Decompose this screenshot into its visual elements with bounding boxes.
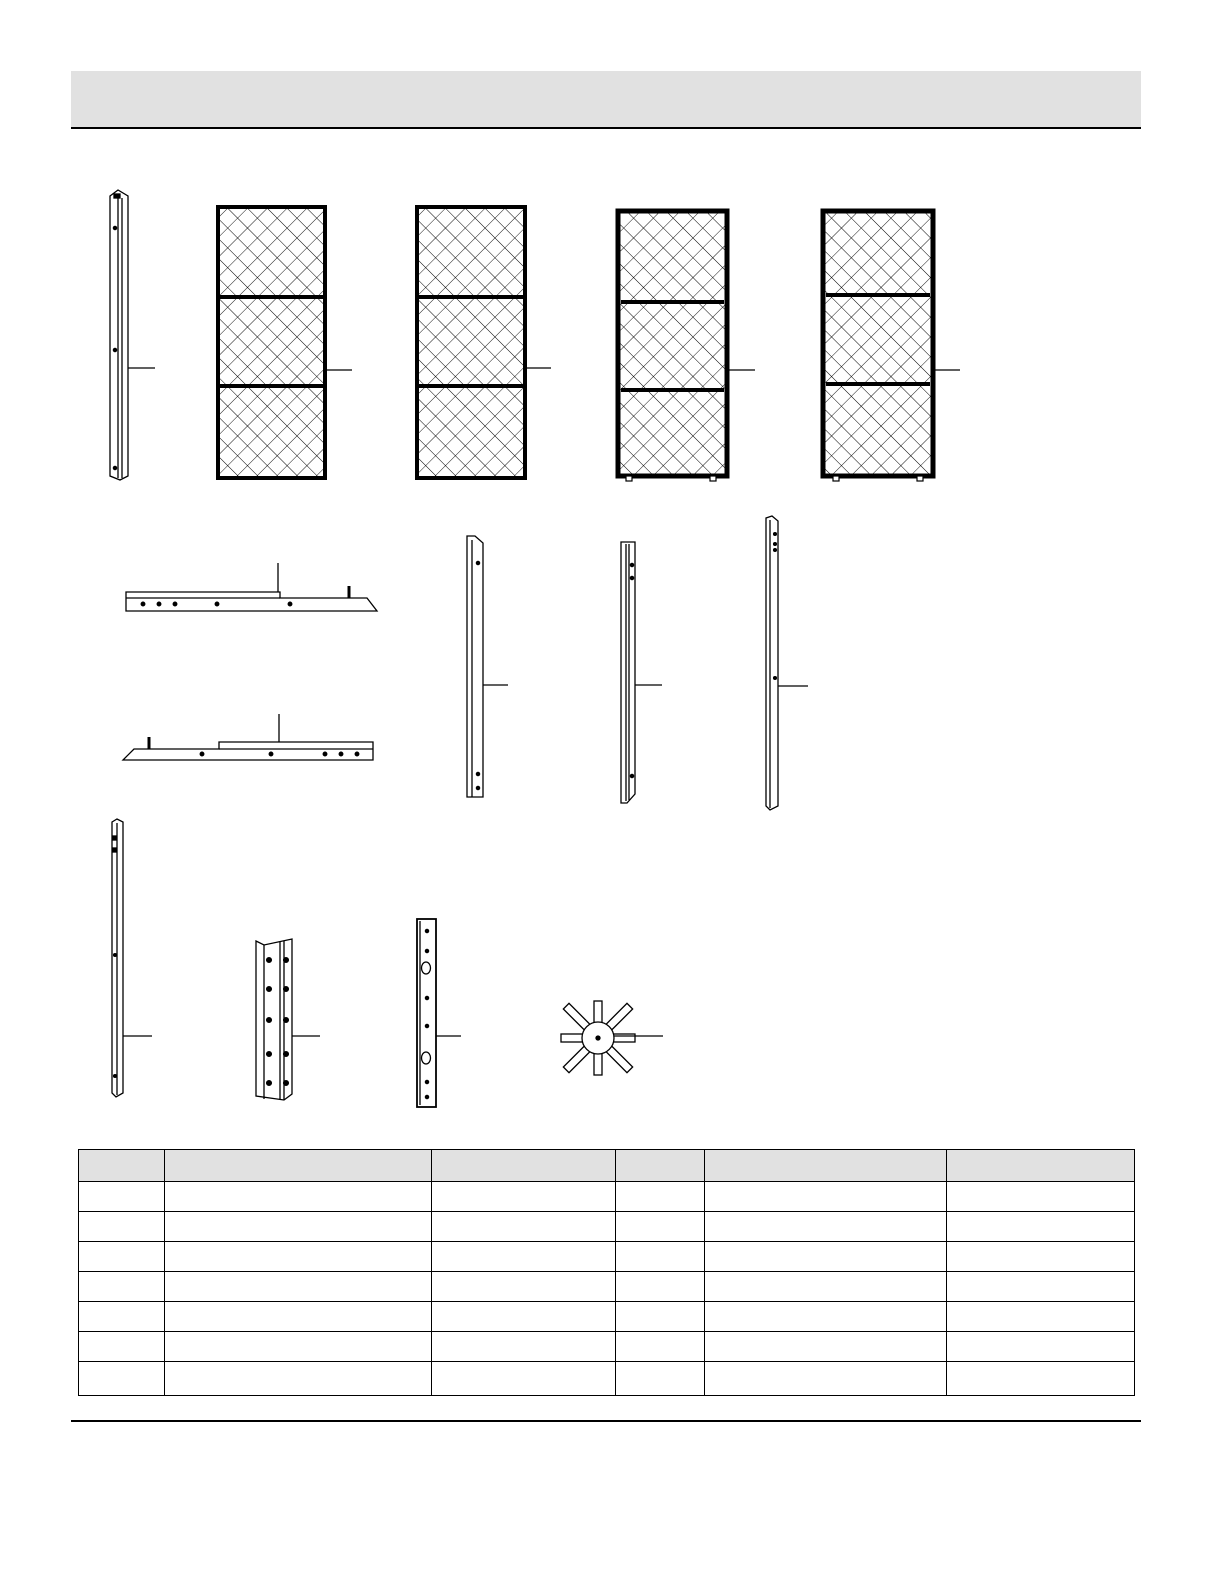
- table-cell: [705, 1362, 947, 1396]
- table-row: [79, 1332, 1135, 1362]
- flat-post-icon: [766, 516, 808, 810]
- table-cell: [432, 1332, 616, 1362]
- table-cell: [616, 1302, 705, 1332]
- table-cell: [947, 1212, 1135, 1242]
- table-cell: [705, 1182, 947, 1212]
- table-cell: [432, 1212, 616, 1242]
- table-cell: [432, 1302, 616, 1332]
- tall-post-icon: [112, 819, 152, 1097]
- base-rail-right-icon: [126, 563, 377, 611]
- mesh-panel-d-icon: [823, 211, 960, 481]
- table-cell: [616, 1332, 705, 1362]
- channel-connector-icon: [256, 939, 320, 1100]
- table-cell: [705, 1332, 947, 1362]
- table-cell: [165, 1332, 432, 1362]
- table-cell: [79, 1362, 165, 1396]
- table-row: [79, 1212, 1135, 1242]
- table-cell: [432, 1272, 616, 1302]
- mesh-panel-a-icon: [218, 207, 352, 478]
- column-header: [616, 1150, 705, 1182]
- table-cell: [165, 1182, 432, 1212]
- mesh-panel-b-icon: [417, 207, 551, 478]
- table-cell: [432, 1182, 616, 1212]
- table-cell: [79, 1272, 165, 1302]
- column-header: [165, 1150, 432, 1182]
- table-cell: [705, 1272, 947, 1302]
- table-row: [79, 1182, 1135, 1212]
- table-cell: [616, 1212, 705, 1242]
- column-header: [432, 1150, 616, 1182]
- mesh-panel-c-icon: [618, 211, 755, 481]
- table-cell: [947, 1332, 1135, 1362]
- angle-post-b-icon: [621, 542, 662, 803]
- footer-rule: [71, 1420, 1141, 1422]
- table-cell: [705, 1242, 947, 1272]
- table-row: [79, 1362, 1135, 1396]
- column-header: [79, 1150, 165, 1182]
- table-cell: [705, 1302, 947, 1332]
- table-cell: [79, 1302, 165, 1332]
- table-row: [79, 1242, 1135, 1272]
- table-cell: [165, 1212, 432, 1242]
- table-header-row: [79, 1150, 1135, 1182]
- table-cell: [947, 1272, 1135, 1302]
- table-cell: [165, 1272, 432, 1302]
- table-cell: [947, 1242, 1135, 1272]
- table-cell: [79, 1212, 165, 1242]
- table-cell: [79, 1242, 165, 1272]
- column-header: [705, 1150, 947, 1182]
- table-cell: [947, 1362, 1135, 1396]
- table-cell: [79, 1182, 165, 1212]
- angle-post-a-icon: [467, 536, 508, 797]
- base-rail-left-icon: [123, 714, 373, 760]
- table-cell: [616, 1182, 705, 1212]
- table-cell: [616, 1272, 705, 1302]
- flat-strap-icon: [417, 919, 461, 1107]
- table-row: [79, 1302, 1135, 1332]
- table-cell: [165, 1302, 432, 1332]
- corner-post-icon: [110, 190, 155, 480]
- table-cell: [947, 1302, 1135, 1332]
- table-cell: [947, 1182, 1135, 1212]
- table-cell: [616, 1242, 705, 1272]
- table-cell: [432, 1362, 616, 1396]
- table-cell: [705, 1212, 947, 1242]
- table-cell: [432, 1242, 616, 1272]
- table-cell: [165, 1362, 432, 1396]
- roof-hub-icon: [561, 1001, 663, 1075]
- column-header: [947, 1150, 1135, 1182]
- parts-table: [78, 1149, 1135, 1396]
- table-row: [79, 1272, 1135, 1302]
- table-cell: [165, 1242, 432, 1272]
- table-cell: [79, 1332, 165, 1362]
- table-cell: [616, 1362, 705, 1396]
